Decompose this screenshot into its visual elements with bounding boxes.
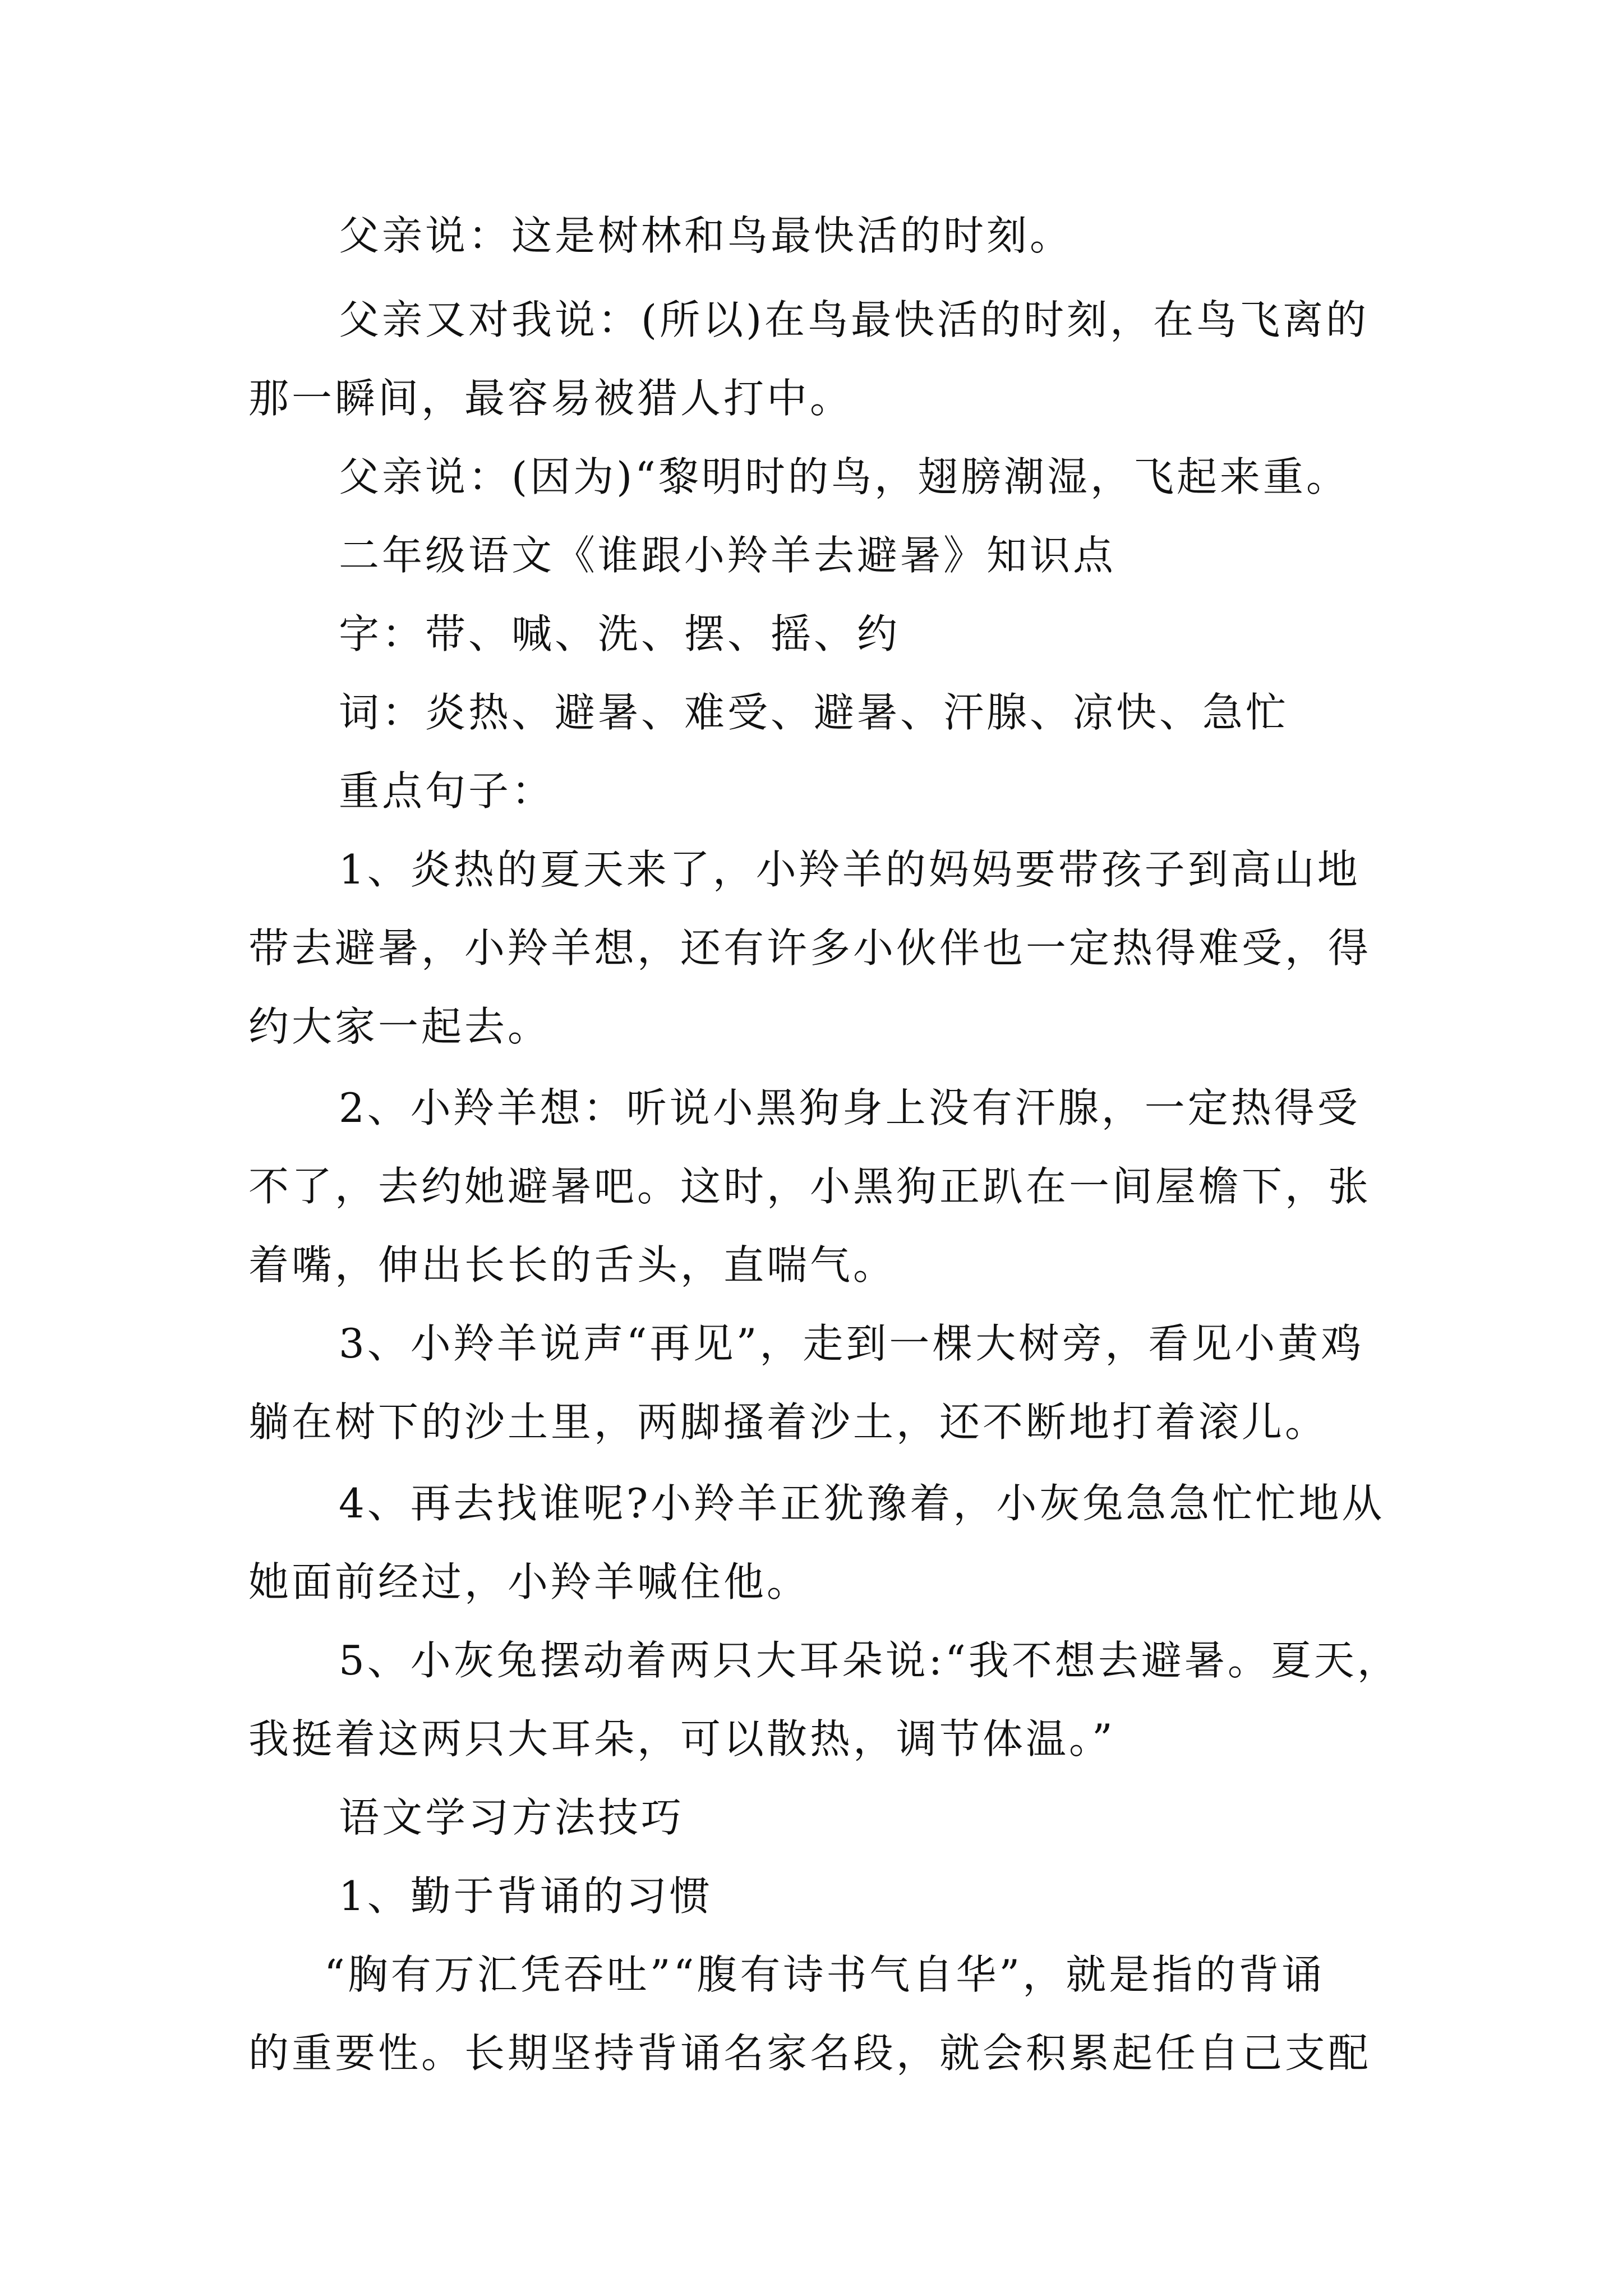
paragraph-line: 约大家一起去。	[248, 1003, 551, 1050]
paragraph-line: 带去避暑，小羚羊想，还有许多小伙伴也一定热得难受，得	[248, 924, 1372, 972]
paragraph-line: 的重要性。长期坚持背诵名家名段，就会积累起任自己支配	[248, 2030, 1372, 2077]
paragraph-line: 父亲说：(因为)“黎明时的鸟，翅膀潮湿，飞起来重。	[339, 453, 1349, 500]
section-heading: 二年级语文《谁跟小羚羊去避暑》知识点	[339, 532, 1117, 579]
paragraph-line: 5、小灰兔摆动着两只大耳朵说:“我不想去避暑。夏天，	[339, 1637, 1400, 1684]
paragraph-line: 1、炎热的夏天来了，小羚羊的妈妈要带孩子到高山地	[339, 846, 1361, 893]
paragraph-line: 着嘴，伸出长长的舌头，直喘气。	[248, 1241, 897, 1289]
paragraph-line: 2、小羚羊想：听说小黑狗身上没有汗腺，一定热得受	[339, 1084, 1361, 1131]
paragraph-line: 重点句子：	[339, 767, 555, 815]
paragraph-line: “胸有万汇凭吞吐”“腹有诗书气自华”，就是指的背诵	[324, 1951, 1325, 1998]
paragraph-line: 躺在树下的沙土里，两脚搔着沙土，还不断地打着滚儿。	[248, 1398, 1329, 1446]
paragraph-line: 父亲又对我说：(所以)在鸟最快活的时刻，在鸟飞离的	[339, 296, 1370, 343]
paragraph-line: 3、小羚羊说声“再见”，走到一棵大树旁，看见小黄鸡	[339, 1320, 1364, 1367]
paragraph-line: 父亲说：这是树林和鸟最快活的时刻。	[339, 212, 1073, 259]
paragraph-line: 1、勤于背诵的习惯	[339, 1872, 713, 1920]
paragraph-line: 4、再去找谁呢?小羚羊正犹豫着，小灰兔急急忙忙地从	[339, 1480, 1385, 1527]
paragraph-line: 字：带、喊、洗、摆、摇、约	[339, 610, 901, 657]
paragraph-line: 那一瞬间，最容易被猎人打中。	[248, 375, 854, 422]
paragraph-line: 她面前经过，小羚羊喊住他。	[248, 1558, 810, 1605]
section-heading: 语文学习方法技巧	[339, 1794, 685, 1841]
paragraph-line: 词：炎热、避暑、难受、避暑、汗腺、凉快、急忙	[339, 689, 1289, 736]
paragraph-line: 不了，去约她避暑吧。这时，小黑狗正趴在一间屋檐下，张	[248, 1163, 1372, 1210]
paragraph-line: 我挺着这两只大耳朵，可以散热，调节体温。”	[248, 1715, 1115, 1763]
